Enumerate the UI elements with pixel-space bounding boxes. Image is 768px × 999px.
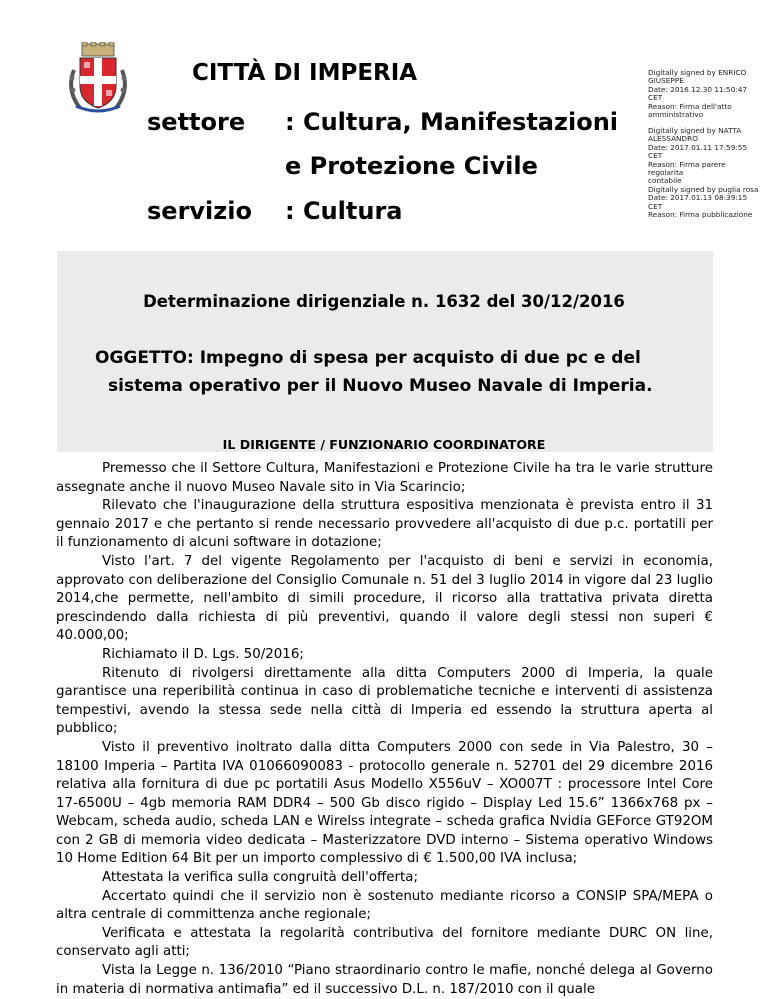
signature-line: Date: 2016.12.30 11:50:47 CET	[648, 84, 748, 103]
body-paragraph: Richiamato il D. Lgs. 50/2016;	[102, 646, 304, 662]
signature-line: CET	[648, 201, 663, 211]
dirigente-heading: IL DIRIGENTE / FUNZIONARIO COORDINATORE	[222, 437, 546, 452]
body-paragraph: Premesso che il Settore Cultura, Manifestazioni e Protezione Civile ha tra le varie strutture assegnate anche il nuovo Museo Navale sito in Via Scarincio;	[56, 461, 713, 495]
signature-line: Digitally signed by NATTA	[648, 126, 742, 135]
settore-value-line1: : Cultura, Manifestazioni	[285, 108, 618, 136]
body-paragraph: Attestata la verifica sulla congruità dell'offerta;	[102, 870, 418, 886]
body-paragraph: Ritenuto di rivolgersi direttamente alla ditta Computers 2000 di Imperia, la quale garantisce una reperibilità continua in caso di problematiche tecniche e interventi di assistenza tempestivi, avendo la stessa sede nella città di Imperia ed essendo la struttura aperta al pubblico;	[56, 665, 713, 737]
signature-line: Date: 2017.01.13 08:39:15	[648, 193, 748, 203]
body-paragraph: Visto l'art. 7 del vigente Regolamento per l'acquisto di beni e servizi in economia, approvato con deliberazione del Consiglio Comunale n. 51 del 3 luglio 2014 in vigore dal 23 luglio 2014,che permette, nell'ambito di simili procedure, il ricorso alla trattativa privata diretta prescindendo dalla richiesta di più preventivi, quando il valore degli stessi non superi € 40.000,00;	[56, 553, 713, 644]
body-paragraph: Rilevato che l'inaugurazione della struttura espositiva menzionata è prevista entro il 31 gennaio 2017 e che pertanto si rende necessario provvedere all'acquisto di due p.c. portatili per il funzionamento di alcuni software in dotazione;	[56, 498, 713, 551]
digital-signature-3	[648, 186, 760, 220]
signature-line: Digitally signed by puglia rosa	[648, 185, 759, 194]
determination-title: Determinazione dirigenziale n. 1632 del 30/12/2016	[143, 292, 625, 311]
signature-line: Date: 2017.01.11 17:59:55 CET	[648, 142, 748, 161]
signature-line: Reason: Firma pubblicazione	[648, 210, 753, 220]
city-title: CITTÀ DI IMPERIA	[192, 60, 418, 86]
servizio-value: : Cultura	[285, 197, 403, 225]
coat-of-arms-icon	[64, 42, 132, 114]
signature-line: GIUSEPPE	[648, 76, 684, 86]
settore-value-line2: e Protezione Civile	[285, 152, 538, 180]
signature-line: ALESSANDRO	[648, 134, 698, 144]
body-paragraph: Verificata e attestata la regolarità contributiva del fornitore mediante DURC ON line, conservato agli atti;	[56, 925, 713, 960]
signature-line: contabile	[648, 176, 682, 186]
document-body	[56, 460, 713, 999]
signature-line: amministrativo	[648, 110, 704, 120]
oggetto-line1: OGGETTO: Impegno di spesa per acquisto di due pc e del	[95, 348, 641, 368]
digital-signature-1	[648, 69, 760, 119]
signature-line: Digitally signed by ENRICO	[648, 68, 747, 77]
body-paragraph: Accertato quindi che il servizio non è sostenuto mediante ricorso a CONSIP SPA/MEPA o altra centrale di committenza anche regionale;	[56, 888, 713, 923]
digital-signature-2	[648, 127, 760, 186]
signature-line: Reason: Firma parere regolarita	[648, 159, 726, 178]
servizio-label: servizio	[147, 197, 252, 225]
oggetto-line2: sistema operativo per il Nuovo Museo Navale di Imperia.	[108, 376, 653, 396]
body-paragraph: Vista la Legge n. 136/2010 “Piano straordinario contro le mafie, nonché delega al Governo in materia di normativa antimafia” ed il successivo D.L. n. 187/2010 con il quale	[56, 963, 713, 997]
settore-label: settore	[147, 108, 246, 136]
signature-line: Reason: Firma dell'atto	[648, 101, 732, 111]
body-paragraph: Visto il preventivo inoltrato dalla ditta Computers 2000 con sede in Via Palestro, 30 – 18100 Imperia – Partita IVA 01066090083 - protocollo generale n. 52701 del 29 dicembre 2016 relativa alla fornitura di due pc portatili Asus Modello X556uV – XO007T : processore Intel Core 17-6500U – 4gb memoria RAM DDR4 – 500 Gb disco rigido – Display Led 15.6” 1366x768 px – Webcam, scheda audio, scheda LAN e Wirelss integrate – scheda grafica Nvidia GEForce GT92OM con 2 GB di memoria video dedicata – Masterizzatore DVD interno – Sistema operativo Windows 10 Home Edition 64 Bit per un importo complessivo di € 1.500,00 IVA inclusa;	[56, 739, 713, 867]
